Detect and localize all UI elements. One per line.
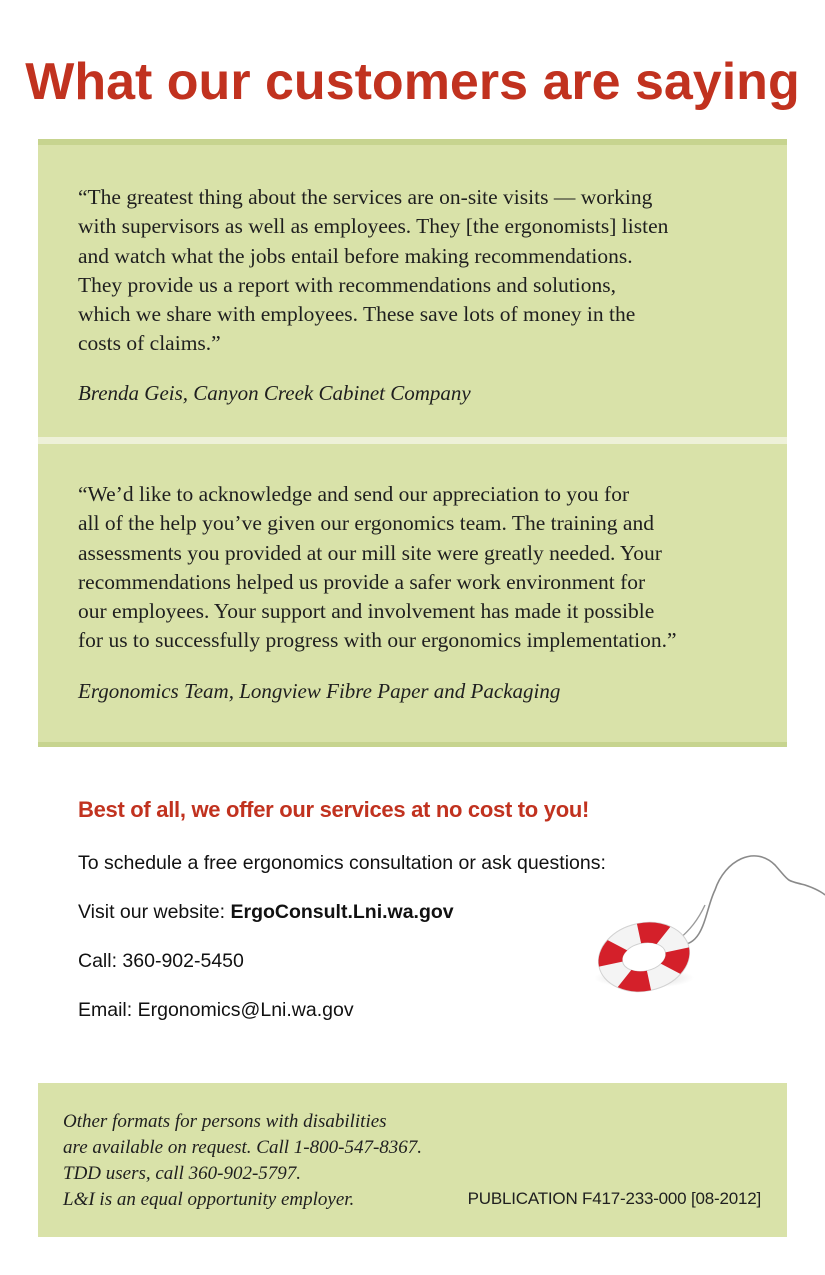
quote-line: and watch what the jobs entail before making recommendations. <box>78 243 633 268</box>
quote-line: for us to successfully progress with our ergonomics implementation.” <box>78 628 677 653</box>
footer-line: TDD users, call 360-902-5797. <box>63 1163 302 1184</box>
quote-line: all of the help you’ve given our ergonomics team. The training and <box>78 511 654 536</box>
testimonial-attribution: Ergonomics Team, Longview Fibre Paper and Packaging <box>78 679 561 703</box>
contact-email: Email: Ergonomics@Lni.wa.gov <box>78 999 354 1021</box>
contact-intro: To schedule a free ergonomics consultation or ask questions: <box>78 852 606 874</box>
quote-line: recommendations helped us provide a safer work environment for <box>78 569 646 594</box>
quote-line: They provide us a report with recommendations and solutions, <box>78 272 616 297</box>
quote-line: which we share with employees. These save lots of money in the <box>78 302 636 327</box>
website-label: Visit our website: <box>78 901 231 923</box>
page-title: What our customers are saying <box>25 53 800 111</box>
footer-line: are available on request. Call 1-800-547-8367. <box>63 1137 423 1158</box>
quote-line: costs of claims.” <box>78 331 221 356</box>
footer-line: Other formats for persons with disabilities <box>63 1111 387 1132</box>
quote-line: our employees. Your support and involvement has made it possible <box>78 599 655 624</box>
publication-number: PUBLICATION F417-233-000 [08-2012] <box>467 1189 761 1208</box>
testimonial-card <box>38 444 787 747</box>
offer-heading: Best of all, we offer our services at no cost to you! <box>78 797 589 822</box>
website-link[interactable]: ErgoConsult.Lni.wa.gov <box>230 901 454 923</box>
quote-line: “We’d like to acknowledge and send our appreciation to you for <box>78 482 630 506</box>
testimonial-quote <box>78 480 758 656</box>
footer-panel <box>38 1083 787 1237</box>
testimonial-attribution: Brenda Geis, Canyon Creek Cabinet Company <box>78 381 471 405</box>
accessibility-notice <box>63 1109 422 1213</box>
life-ring-icon <box>580 850 825 1020</box>
quote-line: “The greatest thing about the services are on-site visits — working <box>78 185 653 209</box>
testimonial-quote <box>78 183 758 359</box>
divider <box>38 437 787 444</box>
footer-line: L&I is an equal opportunity employer. <box>63 1189 355 1210</box>
quote-line: assessments you provided at our mill site were greatly needed. Your <box>78 540 662 565</box>
contact-website <box>78 901 454 924</box>
testimonial-card <box>38 139 787 443</box>
contact-phone: Call: 360-902-5450 <box>78 950 244 972</box>
quote-line: with supervisors as well as employees. They [the ergonomists] listen <box>78 214 669 239</box>
